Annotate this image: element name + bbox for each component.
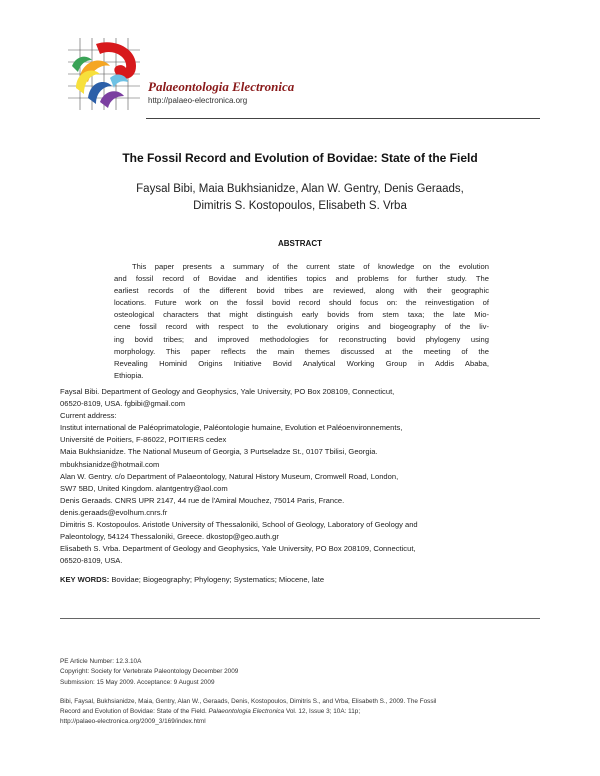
abstract-line: locations. Future work on the fossil bovid record should focus on: the reinvestigation of xyxy=(114,298,489,308)
citation xyxy=(60,697,542,726)
abstract-body xyxy=(114,261,489,382)
submission-dates: Submission: 15 May 2009. Acceptance: 9 August 2009 xyxy=(60,678,215,686)
citation-journal: Palaeontologia Electronica xyxy=(208,707,285,715)
affiliation-line: Alan W. Gentry. c/o Department of Palaeontology, Natural History Museum, Cromwell Road, London, xyxy=(60,471,399,481)
affiliation-line: Maia Bukhsianidze. The National Museum of Georgia, 3 Purtseladze St., 0107 Tbilisi, Georgia. xyxy=(60,447,378,457)
citation-text: Record and Evolution of Bovidae: State of the Field. xyxy=(60,707,209,715)
citation-line xyxy=(60,707,542,717)
abstract-line: and fossil record of Bovidae and identifies topics and problems for further study. The xyxy=(114,274,489,284)
affiliation-line: Université de Poitiers, F-86022, POITIERS cedex xyxy=(60,435,227,445)
author-line: Faysal Bibi, Maia Bukhsianidze, Alan W. Gentry, Denis Geraads, xyxy=(136,183,464,195)
keywords xyxy=(60,575,324,584)
affiliation-line: mbukhsianidze@hotmail.com xyxy=(60,459,160,469)
abstract-line: Revealing Hominid Origins Initiative Bovid Analytical Working Group in Addis Ababa, xyxy=(114,358,489,368)
journal-logo xyxy=(66,36,142,112)
abstract-line: ing bovid tribes; and improved methodologies for reconstructing bovid phylogeny using xyxy=(114,334,489,344)
affiliation-line: Paleontology, 54124 Thessaloniki, Greece. dkostop@geo.auth.gr xyxy=(60,532,279,542)
copyright: Copyright: Society for Vertebrate Paleontology December 2009 xyxy=(60,668,239,676)
abstract-line: earliest records of the different bovid tribes are reviewed, along with their geographic xyxy=(114,286,489,296)
keywords-label: KEY WORDS: xyxy=(60,575,110,584)
paper-title: The Fossil Record and Evolution of Bovidae: State of the Field xyxy=(122,151,478,165)
affiliation-line: 06520-8109, USA. xyxy=(60,556,123,566)
affiliation-line: Elisabeth S. Vrba. Department of Geology and Geophysics, Yale University, PO Box 208109, Connecticut, xyxy=(60,544,416,554)
footer-divider xyxy=(60,618,540,619)
abstract-line: Ethiopia. xyxy=(114,370,144,380)
affiliation-line: Denis Geraads. CNRS UPR 2147, 44 rue de l'Amiral Mouchez, 75014 Paris, France. xyxy=(60,495,345,505)
journal-name: Palaeontologia Electronica xyxy=(148,79,295,94)
abstract-line: morphology. This paper reflects the main themes discussed at the meeting of the xyxy=(114,346,489,356)
abstract-heading: ABSTRACT xyxy=(278,239,322,248)
affiliation-line: Current address: xyxy=(60,411,117,421)
article-number: PE Article Number: 12.3.10A xyxy=(60,658,142,665)
header-divider xyxy=(146,118,540,119)
affiliation-line: Faysal Bibi. Department of Geology and Geophysics, Yale University, PO Box 208109, Connecticut, xyxy=(60,387,395,396)
author-affiliations xyxy=(60,386,540,567)
affiliation-line: denis.geraads@evolhum.cnrs.fr xyxy=(60,507,168,517)
affiliation-line: 06520-8109, USA. fgbibi@gmail.com xyxy=(60,399,186,409)
affiliation-line: Institut international de Paléoprimatologie, Paléontologie humaine, Evolution et Paléoenvironnements, xyxy=(60,423,403,433)
citation-text: Vol. 12, Issue 3; 10A: 11p; xyxy=(284,707,361,715)
article-metadata xyxy=(60,657,238,688)
journal-url[interactable]: http://palaeo-electronica.org xyxy=(148,96,248,105)
author-list xyxy=(60,181,540,215)
abstract-line: osteological characters that might distinguish early bovids from stem taxa; the late Mio- xyxy=(114,310,489,320)
author-line: Dimitris S. Kostopoulos, Elisabeth S. Vrba xyxy=(193,200,407,212)
abstract-line: This paper presents a summary of the current state of knowledge on the evolution xyxy=(132,262,489,271)
logo-purple-band xyxy=(100,91,124,108)
affiliation-line: Dimitris S. Kostopoulos. Aristotle University of Thessaloniki, School of Geology, Laboratory of Geology and xyxy=(60,520,418,530)
citation-line: Bibi, Faysal, Bukhsianidze, Maia, Gentry, Alan W., Geraads, Denis, Kostopoulos, Dimitris S., and Vrba, Elisabeth S., 2009. The Fossil xyxy=(60,698,437,705)
citation-url[interactable]: http://palaeo-electronica.org/2009_3/169/index.html xyxy=(60,717,206,725)
affiliation-line: SW7 5BD, United Kingdom. alantgentry@aol.com xyxy=(60,483,228,493)
keywords-value: Bovidae; Biogeography; Phylogeny; Systematics; Miocene, late xyxy=(109,575,325,584)
abstract-line: cene fossil record with respect to the evolutionary origins and biogeography of the liv- xyxy=(114,322,489,332)
